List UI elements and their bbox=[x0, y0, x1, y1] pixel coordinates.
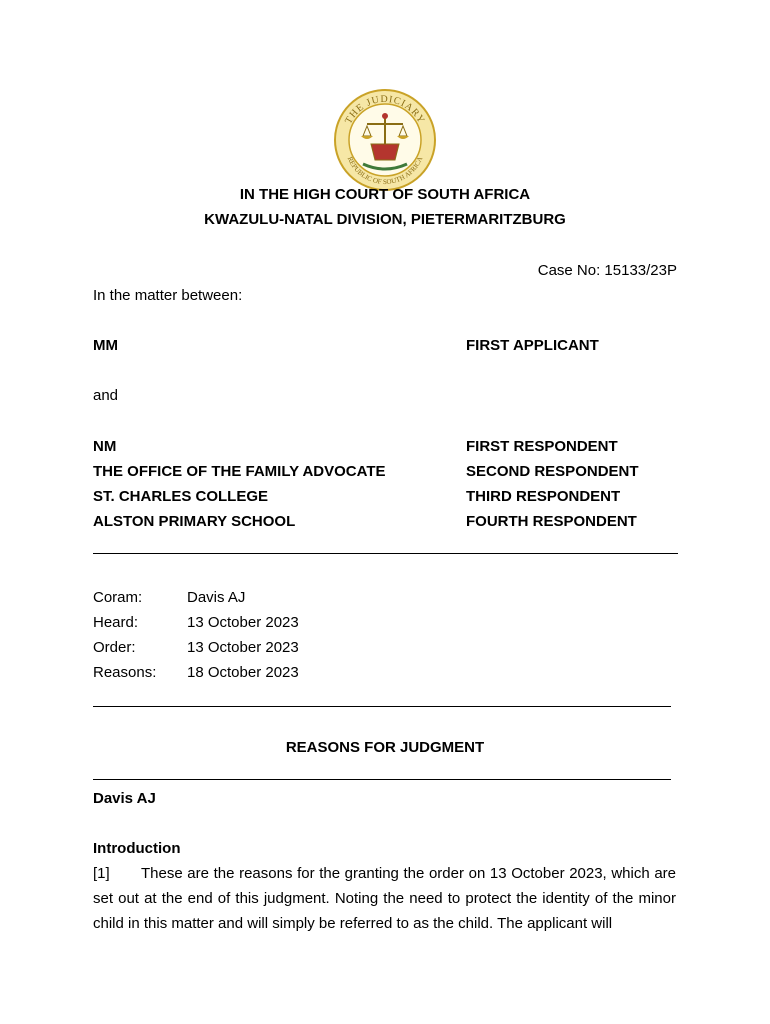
detail-value-coram: Davis AJ bbox=[187, 589, 246, 606]
respondent-1-role: FIRST RESPONDENT bbox=[466, 438, 618, 455]
paragraph-1-text: These are the reasons for the granting the order on 13 October 2023, which are set out at the end of this judgment. Noting the need to protect the identity of the minor child in this matter and will simply be referred to as the child. The applicant will bbox=[93, 865, 676, 932]
court-name-heading: IN THE HIGH COURT OF SOUTH AFRICA bbox=[239, 186, 531, 203]
respondent-4-name: ALSTON PRIMARY SCHOOL bbox=[93, 513, 296, 530]
respondent-4-role: FOURTH RESPONDENT bbox=[466, 513, 637, 530]
detail-label-order: Order: bbox=[93, 639, 136, 656]
detail-value-heard: 13 October 2023 bbox=[187, 614, 299, 631]
divider-line bbox=[93, 779, 671, 780]
applicant-role: FIRST APPLICANT bbox=[466, 337, 599, 354]
respondent-3-name: ST. CHARLES COLLEGE bbox=[93, 488, 269, 505]
divider-line bbox=[93, 706, 671, 707]
crest-bottom-text: REPUBLIC OF SOUTH AFRICA bbox=[345, 155, 425, 187]
and-label: and bbox=[93, 387, 119, 404]
detail-value-reasons: 18 October 2023 bbox=[187, 664, 299, 681]
paragraph-1-number: [1] bbox=[93, 865, 110, 882]
respondent-2-role: SECOND RESPONDENT bbox=[466, 463, 639, 480]
divider-line bbox=[93, 553, 678, 554]
respondent-3-role: THIRD RESPONDENT bbox=[466, 488, 621, 505]
case-number: Case No: 15133/23P bbox=[537, 262, 677, 279]
introduction-heading: Introduction bbox=[93, 840, 181, 857]
detail-value-order: 13 October 2023 bbox=[187, 639, 299, 656]
division-heading: KWAZULU-NATAL DIVISION, PIETERMARITZBURG bbox=[204, 211, 566, 228]
matter-between-label: In the matter between: bbox=[93, 287, 243, 304]
detail-label-reasons: Reasons: bbox=[93, 664, 157, 681]
crest-top-text: THE JUDICIARY bbox=[343, 93, 427, 126]
respondent-1-name: NM bbox=[93, 438, 117, 455]
paragraph-1 bbox=[93, 861, 676, 936]
detail-label-coram: Coram: bbox=[93, 589, 143, 606]
judiciary-crest-logo bbox=[333, 88, 437, 192]
judge-name: Davis AJ bbox=[93, 790, 156, 807]
reasons-title: REASONS FOR JUDGMENT bbox=[285, 739, 485, 756]
respondent-2-name: THE OFFICE OF THE FAMILY ADVOCATE bbox=[93, 463, 386, 480]
detail-label-heard: Heard: bbox=[93, 614, 139, 631]
applicant-name: MM bbox=[93, 337, 118, 354]
